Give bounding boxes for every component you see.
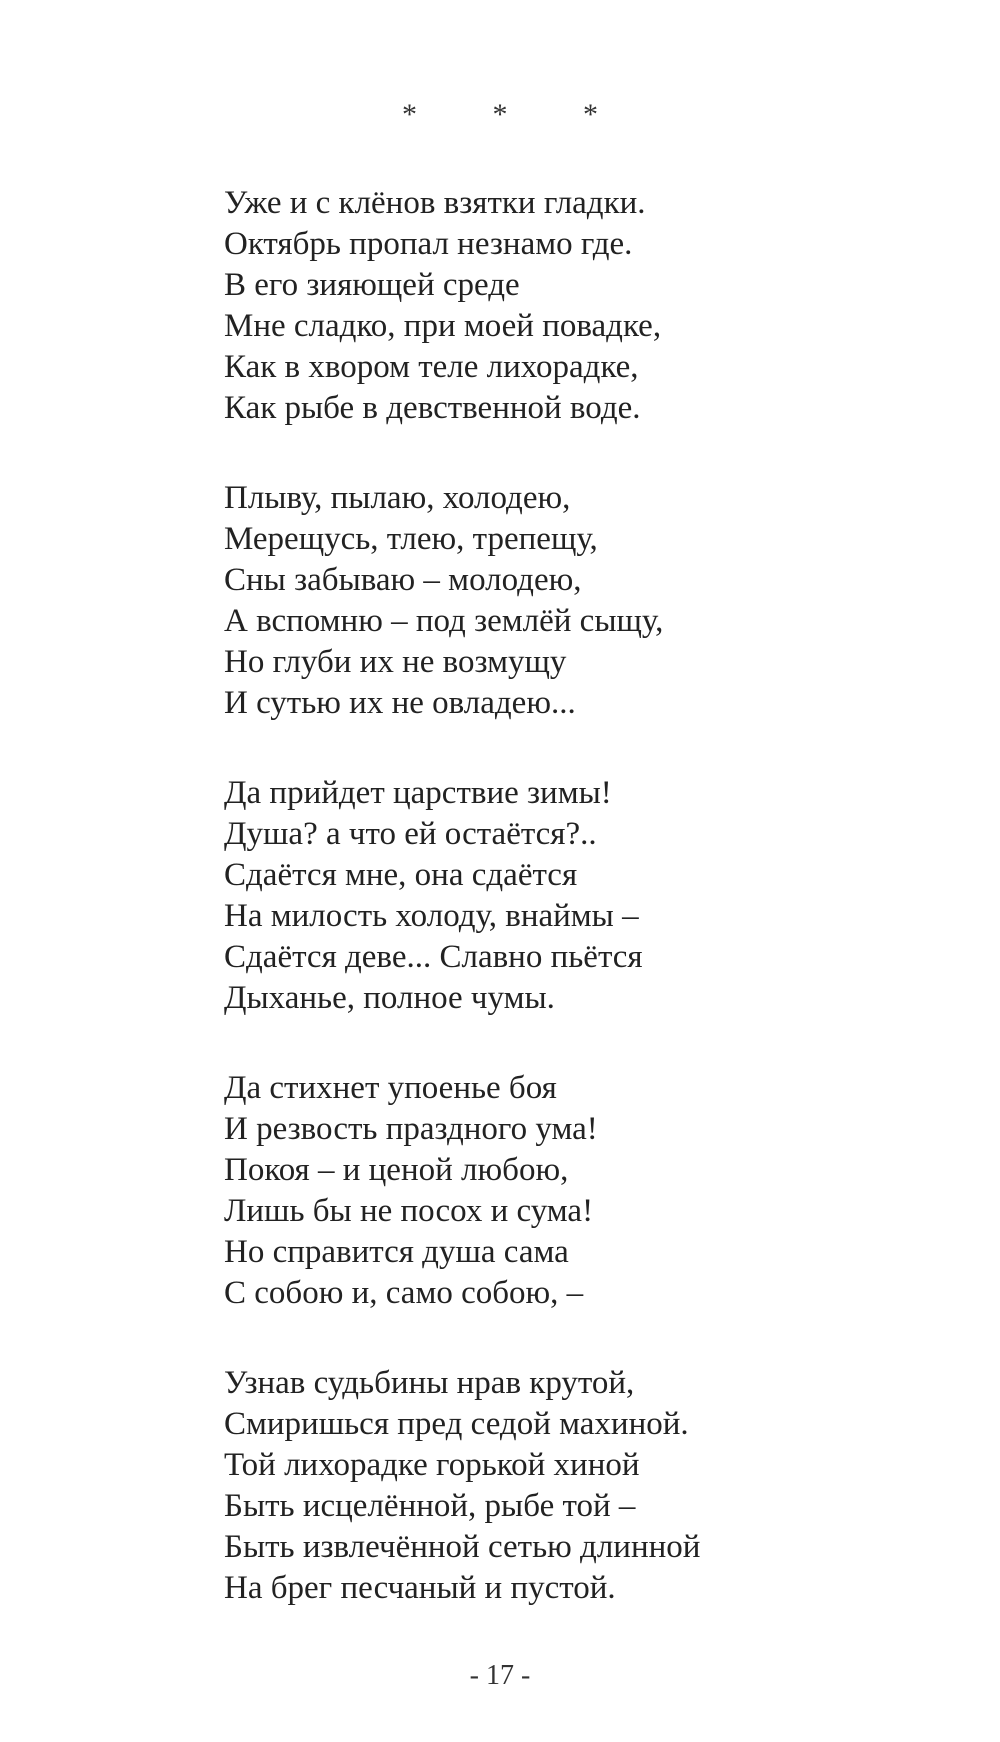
stanza bbox=[224, 183, 944, 429]
stanza bbox=[224, 1363, 944, 1609]
poem-line: Мерещусь, тлею, трепещу, bbox=[224, 521, 598, 557]
poem-line: А вспомню – под землёй сыщу, bbox=[224, 603, 664, 639]
poem-line: Как рыбе в девственной воде. bbox=[224, 390, 641, 426]
poem-line: Узнав судьбины нрав крутой, bbox=[224, 1365, 635, 1401]
poem-line: Октябрь пропал незнамо где. bbox=[224, 226, 633, 262]
poem-line: Душа? а что ей остаётся?.. bbox=[224, 816, 597, 852]
poem-line: Той лихорадке горькой хиной bbox=[224, 1447, 640, 1483]
stanza bbox=[224, 478, 944, 724]
poem-line: На милость холоду, внаймы – bbox=[224, 898, 639, 934]
poem-line: Лишь бы не посох и сума! bbox=[224, 1193, 594, 1229]
stanza bbox=[224, 773, 944, 1019]
stanza bbox=[224, 1068, 944, 1314]
poem-line: Но справится душа сама bbox=[224, 1234, 569, 1270]
poem-line: Уже и с клёнов взятки гладки. bbox=[224, 185, 646, 221]
poem-line: Мне сладко, при моей повадке, bbox=[224, 308, 662, 344]
poem-line: В его зияющей среде bbox=[224, 267, 520, 303]
poem bbox=[224, 183, 944, 1658]
poem-line: Плыву, пылаю, холодею, bbox=[224, 480, 571, 516]
poem-line: Да стихнет упоенье боя bbox=[224, 1070, 557, 1106]
poem-line: Да прийдет царствие зимы! bbox=[224, 775, 612, 811]
page-number: - 17 - bbox=[469, 1660, 531, 1691]
poem-line: Сдаётся мне, она сдаётся bbox=[224, 857, 578, 893]
poem-line: И сутью их не овладею... bbox=[224, 685, 576, 721]
poem-line: Покоя – и ценой любою, bbox=[224, 1152, 569, 1188]
poem-line: Дыханье, полное чумы. bbox=[224, 980, 555, 1016]
poem-line: И резвость праздного ума! bbox=[224, 1111, 598, 1147]
poem-line: С собою и, само собою, – bbox=[224, 1275, 584, 1311]
poem-line: Сны забываю – молодею, bbox=[224, 562, 582, 598]
poem-line: Но глуби их не возмущу bbox=[224, 644, 567, 680]
poem-line: Как в хвором теле лихорадке, bbox=[224, 349, 639, 385]
section-ornament: * * * bbox=[402, 98, 632, 131]
poem-line: Быть исцелённой, рыбе той – bbox=[224, 1488, 636, 1524]
poem-line: На брег песчаный и пустой. bbox=[224, 1570, 616, 1606]
poem-line: Сдаётся деве... Славно пьётся bbox=[224, 939, 643, 975]
poem-line: Смиришься пред седой махиной. bbox=[224, 1406, 689, 1442]
poem-line: Быть извлечённой сетью длинной bbox=[224, 1529, 701, 1565]
